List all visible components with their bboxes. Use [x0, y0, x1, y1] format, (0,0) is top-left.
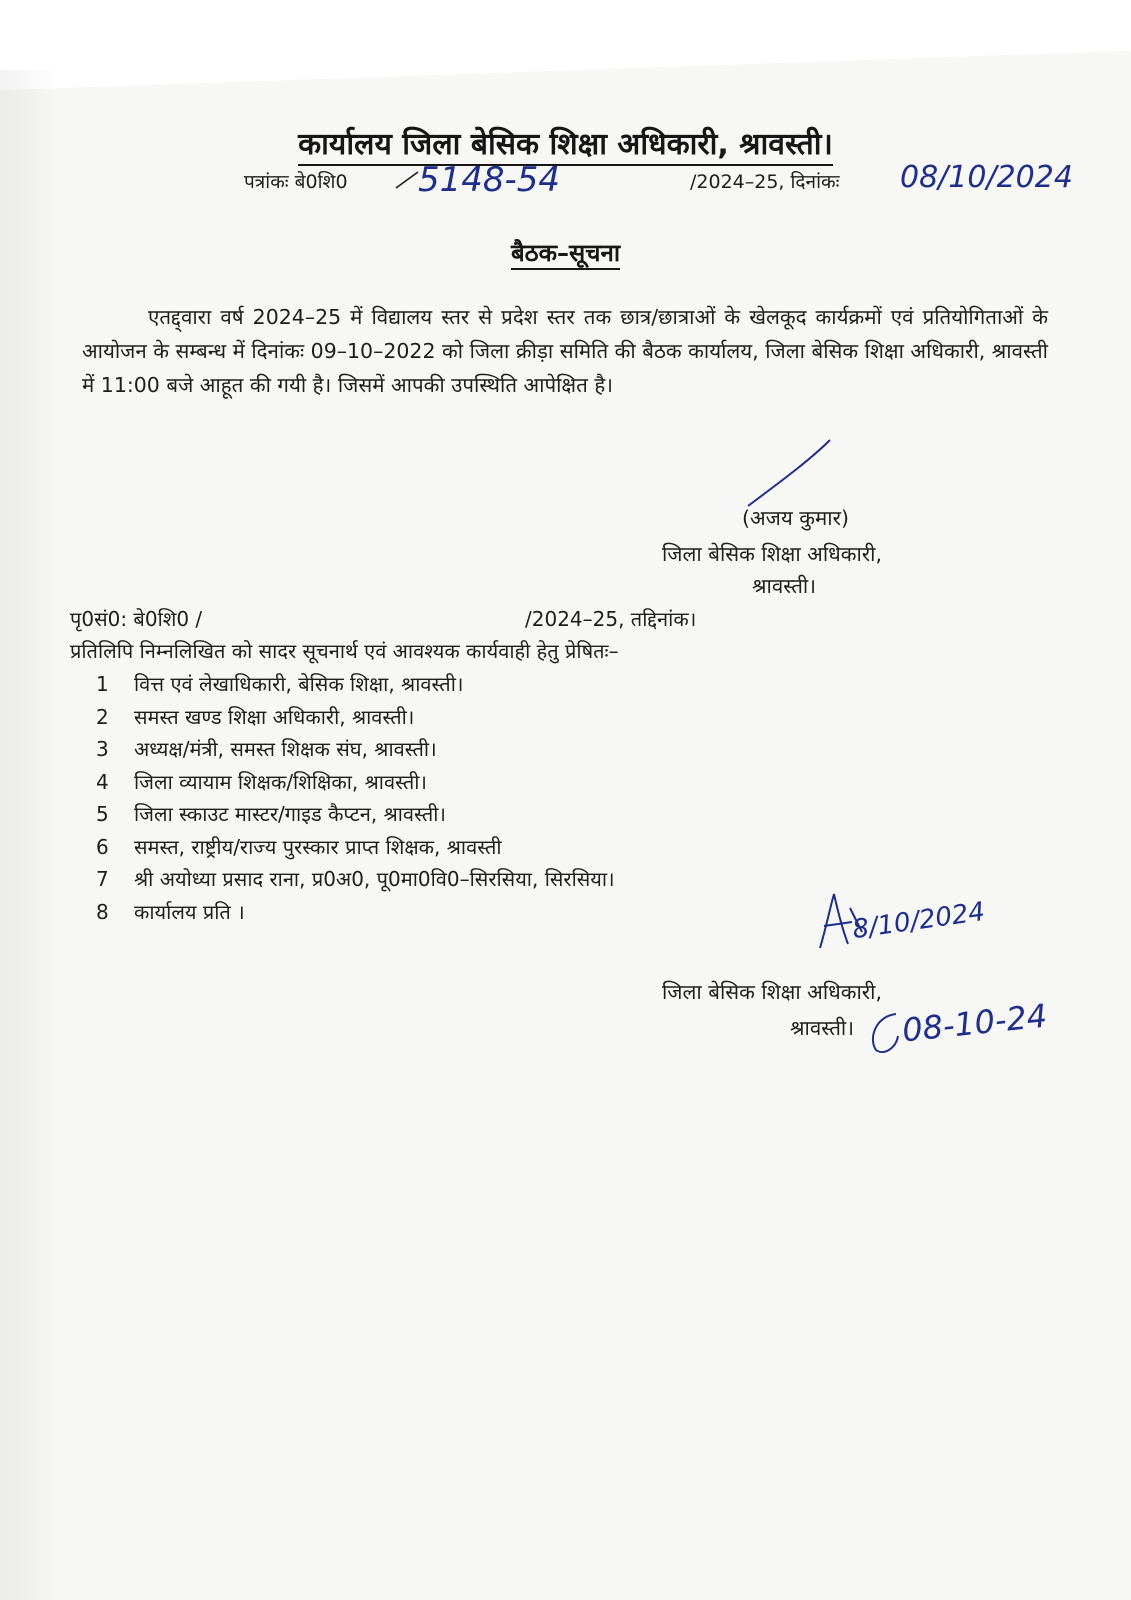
list-item [96, 863, 615, 896]
letter-number-prefix: पत्रांकः बे0शि0 [244, 171, 348, 193]
endorsement-intro: प्रतिलिपि निम्नलिखित को सादर सूचनार्थ एवं आवश्यक कार्यवाही हेतु प्रेषितः– [70, 639, 619, 663]
list-item-number: 2 [96, 704, 109, 729]
office-heading-text: कार्यालय जिला बेसिक शिक्षा अधिकारी, श्रावस्ती। [298, 127, 833, 166]
list-item-number: 4 [96, 769, 109, 794]
letter-year-date-label: /2024–25, दिनांकः [690, 171, 840, 193]
list-item [96, 668, 615, 701]
list-item [96, 831, 615, 864]
signatory-designation: जिला बेसिक शिक्षा अधिकारी, [662, 542, 882, 566]
letter-number-handwritten: 5148-54 [418, 160, 561, 200]
list-item [96, 798, 615, 831]
list-item-number: 7 [96, 867, 109, 891]
list-item-text: जिला व्यायाम शिक्षक/शिक्षिका, श्रावस्ती। [134, 769, 428, 794]
body-paragraph: एतद्द्वारा वर्ष 2024–25 में विद्यालय स्तर से प्रदेश स्तर तक छात्र/छात्राओं के खेलकूद कार्यक्रमों एवं प्रतियोगिताओं के आयोजन के सम्बन्ध में दिनांकः 09–10–2022 को जिला क्रीड़ा समिति की बैठक कार्यालय, जिला बेसिक शिक्षा अधिकारी, श्रावस्ती में 11:00 बजे आहूत की गयी है। जिसमें आपकी उपस्थिति आपेक्षित है। [82, 305, 1048, 397]
footer-date-handwritten: 08-10-24 [900, 996, 1049, 1050]
office-heading [0, 122, 1131, 163]
receipt-date-handwritten: 8/10/2024 [850, 896, 987, 946]
letter-date-handwritten: 08/10/2024 [900, 160, 1073, 195]
list-item-text: वित्त एवं लेखाधिकारी, बेसिक शिक्षा, श्रावस्ती। [134, 672, 464, 696]
recipient-list [96, 668, 615, 928]
list-item-text: समस्त खण्ड शिक्षा अधिकारी, श्रावस्ती। [134, 704, 415, 729]
list-item-number: 3 [96, 737, 109, 761]
list-item-number: 5 [96, 802, 109, 826]
signatory-place: श्रावस्ती। [752, 574, 816, 598]
list-item-text: समस्त, राष्ट्रीय/राज्य पुरस्कार प्राप्त शिक्षक, श्रावस्ती [134, 834, 502, 859]
list-item-number: 6 [96, 834, 109, 859]
list-item-number: 1 [96, 672, 109, 696]
signatory-name: (अजय कुमार) [742, 506, 849, 530]
list-item [96, 766, 615, 799]
list-item-text: जिला स्काउट मास्टर/गाइड कैप्टन, श्रावस्ती। [134, 802, 446, 826]
endorsement-ref-suffix: /2024–25, तद्दिनांक। [525, 607, 697, 631]
list-item-text: कार्यालय प्रति । [134, 899, 245, 924]
subject-text: बैठक–सूचना [511, 239, 620, 270]
list-item-text: श्री अयोध्या प्रसाद राना, प्र0अ0, पू0मा0वि0–सिरसिया, सिरसिया। [134, 867, 615, 891]
footer-place: श्रावस्ती। [790, 1016, 854, 1040]
list-item-number: 8 [96, 899, 109, 924]
list-item [96, 896, 615, 929]
list-item-text: अध्यक्ष/मंत्री, समस्त शिक्षक संघ, श्रावस्ती। [134, 737, 437, 761]
list-item [96, 701, 615, 734]
subject-heading [0, 236, 1131, 269]
footer-designation: जिला बेसिक शिक्षा अधिकारी, [662, 980, 882, 1004]
endorsement-ref-prefix: पृ0सं0: बे0शि0 / [70, 607, 203, 631]
page-shadow [0, 70, 60, 1600]
list-item [96, 733, 615, 766]
